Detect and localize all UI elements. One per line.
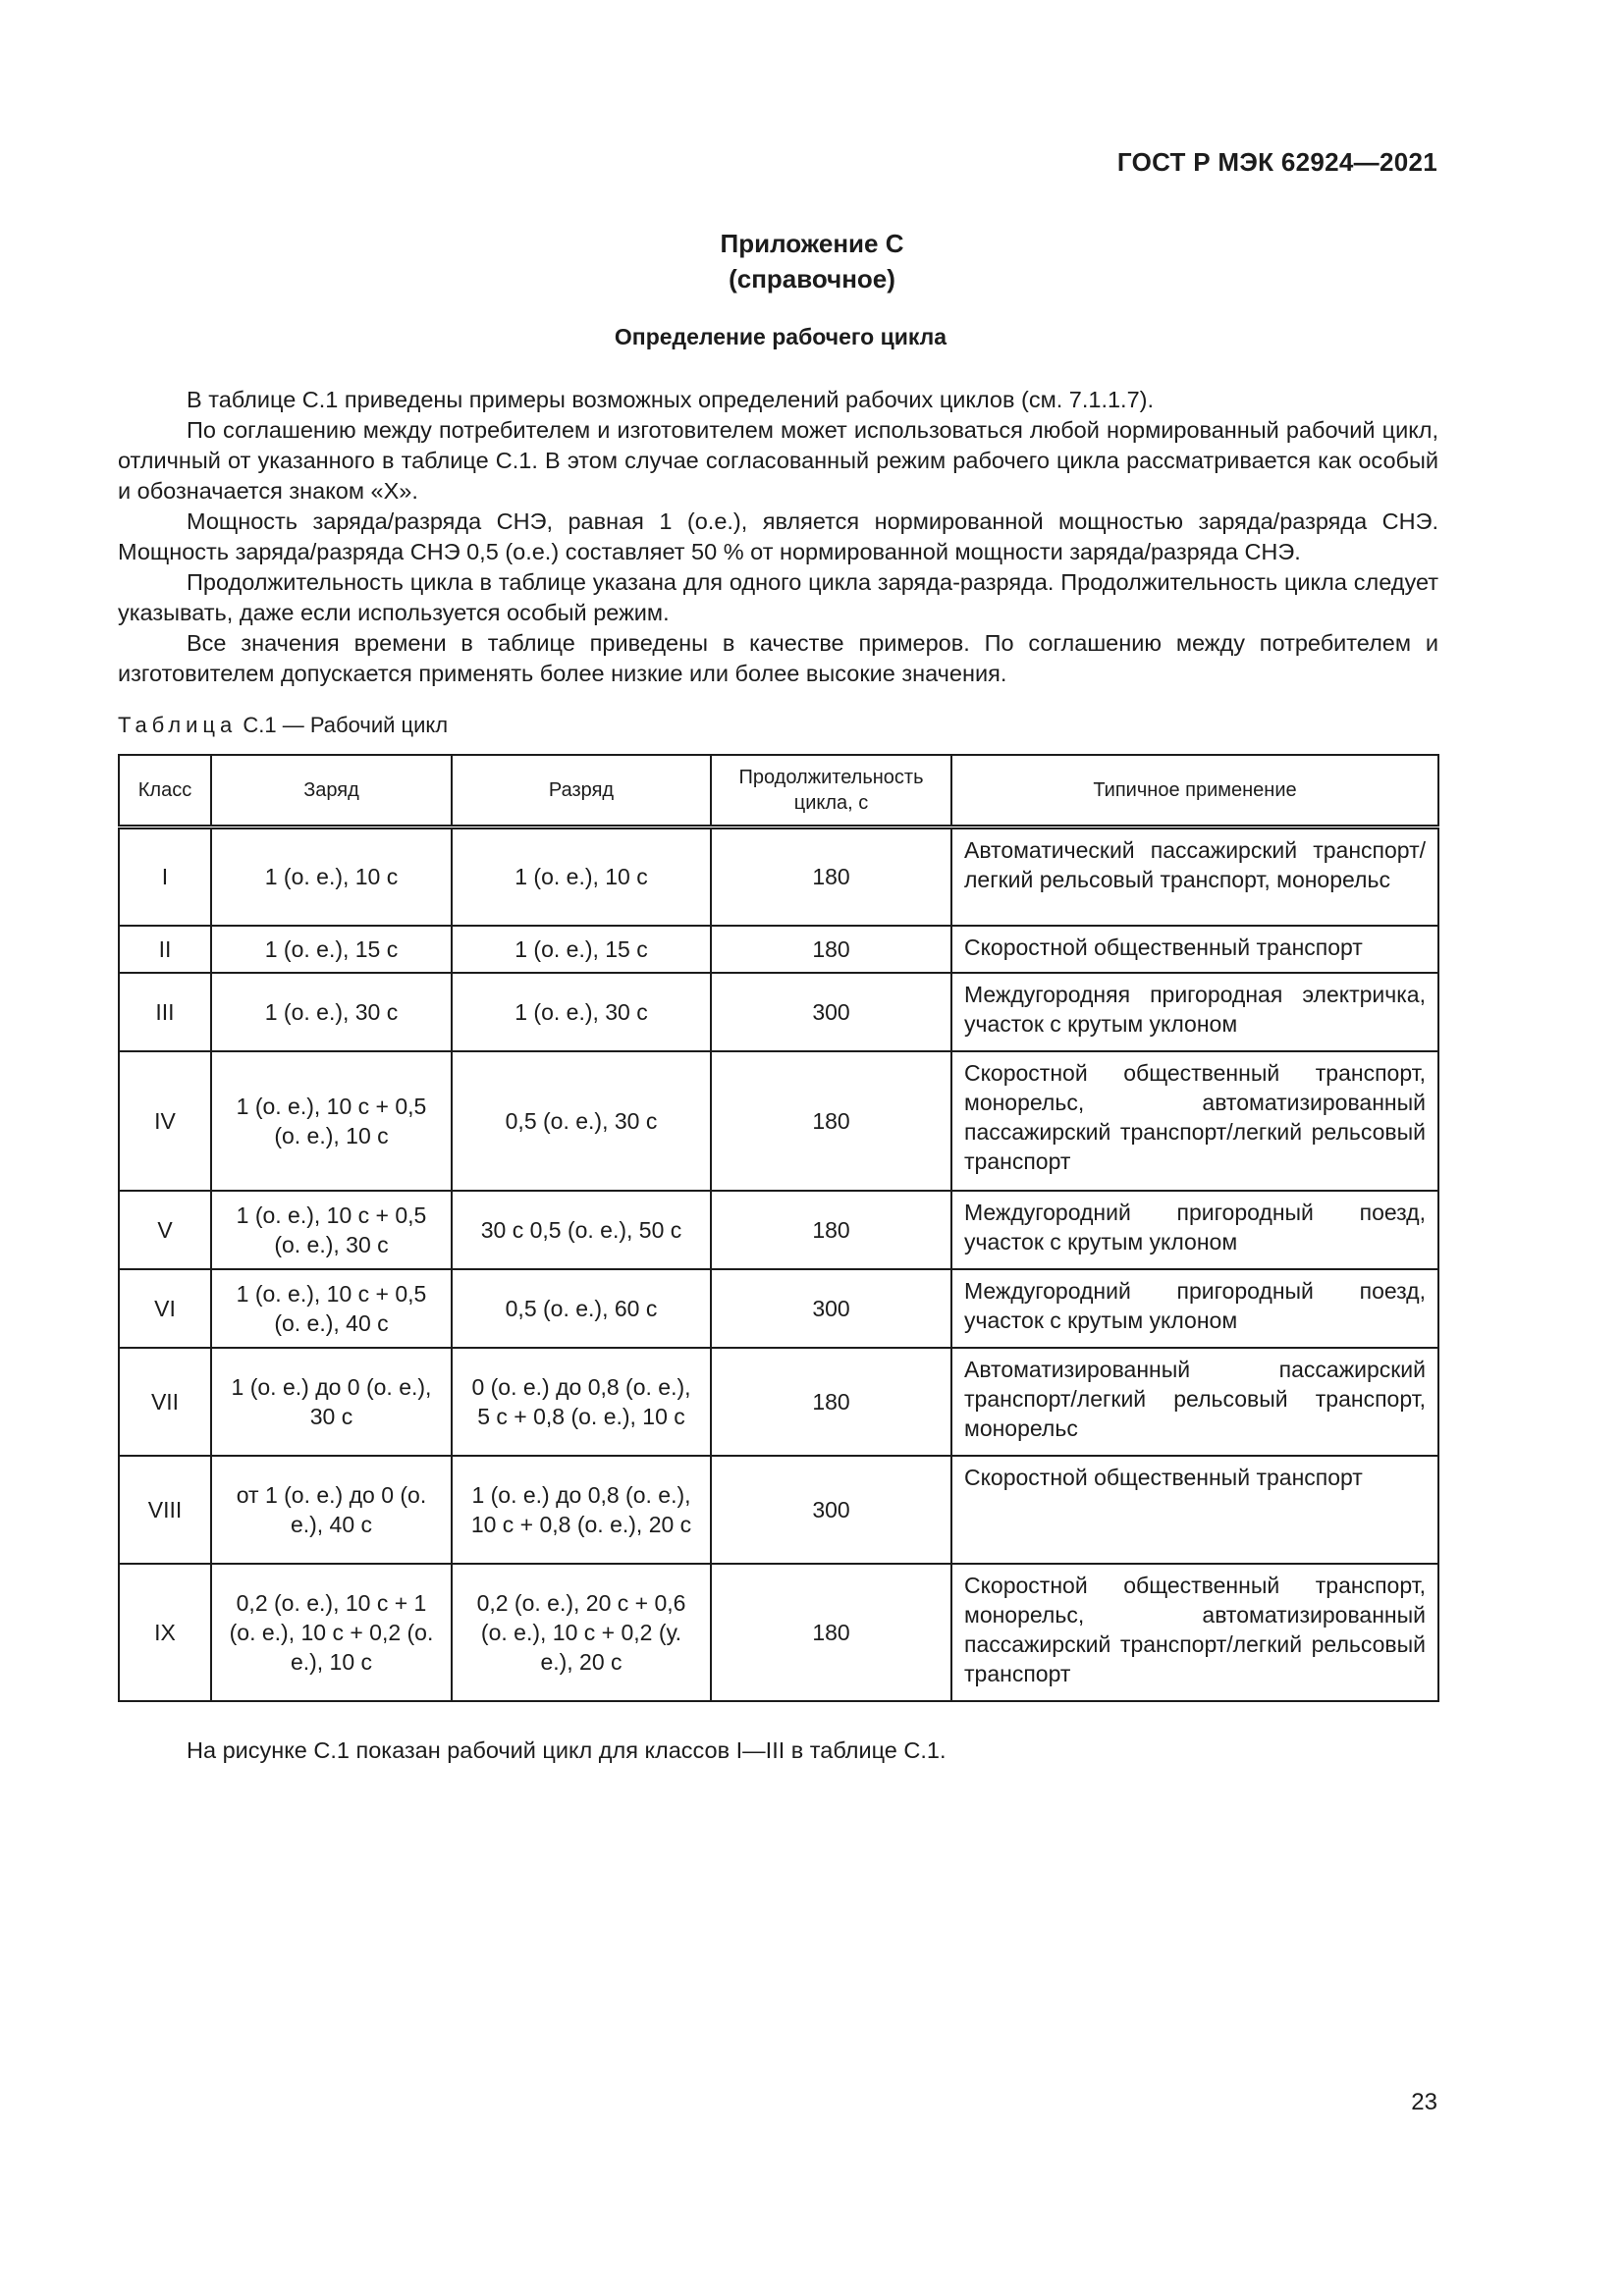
cell-application: Скоростной общественный транспорт, монорельс, автоматизированный пассажирский транспорт/легкий рельсовый транспорт bbox=[951, 1051, 1438, 1191]
table-row bbox=[119, 1269, 1438, 1348]
cell-discharge: 1 (о. е.), 10 с bbox=[452, 828, 711, 926]
cell-discharge: 1 (о. е.) до 0,8 (о. е.), 10 с + 0,8 (о. е.), 20 с bbox=[452, 1456, 711, 1564]
appendix-subtitle: (справочное) bbox=[729, 264, 895, 294]
cell-class: VI bbox=[119, 1269, 211, 1348]
cell-class: III bbox=[119, 973, 211, 1051]
cell-application: Междугородняя пригородная электричка, участок с крутым уклоном bbox=[951, 973, 1438, 1051]
cell-charge: 1 (о. е.), 10 с + 0,5 (о. е.), 30 с bbox=[211, 1191, 452, 1269]
table-row bbox=[119, 1564, 1438, 1701]
body-text bbox=[118, 385, 1438, 689]
paragraph: В таблице С.1 приведены примеры возможных определений рабочих циклов (см. 7.1.1.7). bbox=[187, 387, 1155, 412]
cell-charge: 1 (о. е.), 10 с + 0,5 (о. е.), 10 с bbox=[211, 1051, 452, 1191]
paragraph: Мощность заряда/разряда СНЭ, равная 1 (о.е.), является нормированной мощностью заряда/разряда СНЭ. Мощность заряда/разряда СНЭ 0,5 (о.е.) составляет 50 % от нормированной мощности заряда/разряда СНЭ. bbox=[118, 508, 1438, 564]
cell-duration: 300 bbox=[711, 1269, 951, 1348]
table-row bbox=[119, 1051, 1438, 1191]
header-application: Типичное применение bbox=[951, 755, 1438, 828]
cell-class: VII bbox=[119, 1348, 211, 1456]
cell-application: Автоматический пассажирский транспорт/легкий рельсовый транспорт, монорельс bbox=[951, 828, 1438, 926]
table-row bbox=[119, 1191, 1438, 1269]
page-number: 23 bbox=[1411, 2089, 1437, 2115]
cell-charge: 1 (о. е.), 15 с bbox=[211, 926, 452, 973]
header-discharge: Разряд bbox=[452, 755, 711, 828]
cell-duration: 180 bbox=[711, 1348, 951, 1456]
table-row bbox=[119, 1348, 1438, 1456]
cell-duration: 180 bbox=[711, 1191, 951, 1269]
cell-duration: 180 bbox=[711, 828, 951, 926]
cell-class: VIII bbox=[119, 1456, 211, 1564]
cell-application: Автоматизированный пассажирский транспорт/легкий рельсовый транспорт, монорельс bbox=[951, 1348, 1438, 1456]
section-title: Определение рабочего цикла bbox=[614, 324, 947, 349]
cell-class: II bbox=[119, 926, 211, 973]
cell-duration: 300 bbox=[711, 1456, 951, 1564]
header-class: Класс bbox=[119, 755, 211, 828]
cell-discharge: 1 (о. е.), 30 с bbox=[452, 973, 711, 1051]
cell-duration: 180 bbox=[711, 926, 951, 973]
cell-charge: 1 (о. е.), 10 с + 0,5 (о. е.), 40 с bbox=[211, 1269, 452, 1348]
cell-duration: 300 bbox=[711, 973, 951, 1051]
header-duration: Продолжительность цикла, с bbox=[711, 755, 951, 828]
table-row bbox=[119, 1456, 1438, 1564]
table-header-row bbox=[119, 755, 1438, 828]
cell-charge: от 1 (о. е.) до 0 (о. е.), 40 с bbox=[211, 1456, 452, 1564]
header-charge: Заряд bbox=[211, 755, 452, 828]
cell-discharge: 0,5 (о. е.), 30 с bbox=[452, 1051, 711, 1191]
cell-discharge: 1 (о. е.), 15 с bbox=[452, 926, 711, 973]
cell-class: IX bbox=[119, 1564, 211, 1701]
cell-charge: 1 (о. е.), 10 с bbox=[211, 828, 452, 926]
cell-application: Скоростной общественный транспорт bbox=[951, 1456, 1438, 1564]
cell-duration: 180 bbox=[711, 1051, 951, 1191]
cell-discharge: 0 (о. е.) до 0,8 (о. е.), 5 с + 0,8 (о. е.), 10 с bbox=[452, 1348, 711, 1456]
cell-class: IV bbox=[119, 1051, 211, 1191]
table-row bbox=[119, 828, 1438, 926]
paragraph: По соглашению между потребителем и изготовителем может использоваться любой нормированный рабочий цикл, отличный от указанного в таблице С.1. В этом случае согласованный режим рабочего цикла рассматривается как особый и обозначается знаком «X». bbox=[118, 417, 1438, 504]
table-caption bbox=[118, 713, 448, 738]
appendix-title: Приложение С bbox=[720, 229, 904, 258]
cell-application: Скоростной общественный транспорт, монорельс, автоматизированный пассажирский транспорт/легкий рельсовый транспорт bbox=[951, 1564, 1438, 1701]
cell-charge: 0,2 (о. е.), 10 с + 1 (о. е.), 10 с + 0,2 (о. е.), 10 с bbox=[211, 1564, 452, 1701]
paragraph: Все значения времени в таблице приведены в качестве примеров. По соглашению между потребителем и изготовителем допускается применять более низкие или более высокие значения. bbox=[118, 630, 1438, 686]
table-row bbox=[119, 973, 1438, 1051]
cell-discharge: 30 с 0,5 (о. е.), 50 с bbox=[452, 1191, 711, 1269]
table-row bbox=[119, 926, 1438, 973]
cell-charge: 1 (о. е.), 30 с bbox=[211, 973, 452, 1051]
cell-application: Междугородний пригородный поезд, участок с крутым уклоном bbox=[951, 1191, 1438, 1269]
standard-designation: ГОСТ Р МЭК 62924—2021 bbox=[1116, 147, 1437, 177]
table-caption-label: Таблица bbox=[118, 713, 238, 737]
cell-discharge: 0,2 (о. е.), 20 с + 0,6 (о. е.), 10 с + 0,2 (у. е.), 20 с bbox=[452, 1564, 711, 1701]
cell-class: I bbox=[119, 828, 211, 926]
appendix-heading bbox=[0, 226, 1624, 296]
paragraph: Продолжительность цикла в таблице указана для одного цикла заряда-разряда. Продолжительность цикла следует указывать, даже если используется особый режим. bbox=[118, 569, 1438, 625]
duty-cycle-table bbox=[118, 754, 1439, 1702]
cell-charge: 1 (о. е.) до 0 (о. е.), 30 с bbox=[211, 1348, 452, 1456]
cell-class: V bbox=[119, 1191, 211, 1269]
cell-duration: 180 bbox=[711, 1564, 951, 1701]
figure-reference-note: На рисунке С.1 показан рабочий цикл для классов I—III в таблице С.1. bbox=[187, 1737, 947, 1763]
cell-application: Междугородний пригородный поезд, участок с крутым уклоном bbox=[951, 1269, 1438, 1348]
cell-application: Скоростной общественный транспорт bbox=[951, 926, 1438, 973]
table-caption-text: С.1 — Рабочий цикл bbox=[243, 713, 449, 737]
cell-discharge: 0,5 (о. е.), 60 с bbox=[452, 1269, 711, 1348]
